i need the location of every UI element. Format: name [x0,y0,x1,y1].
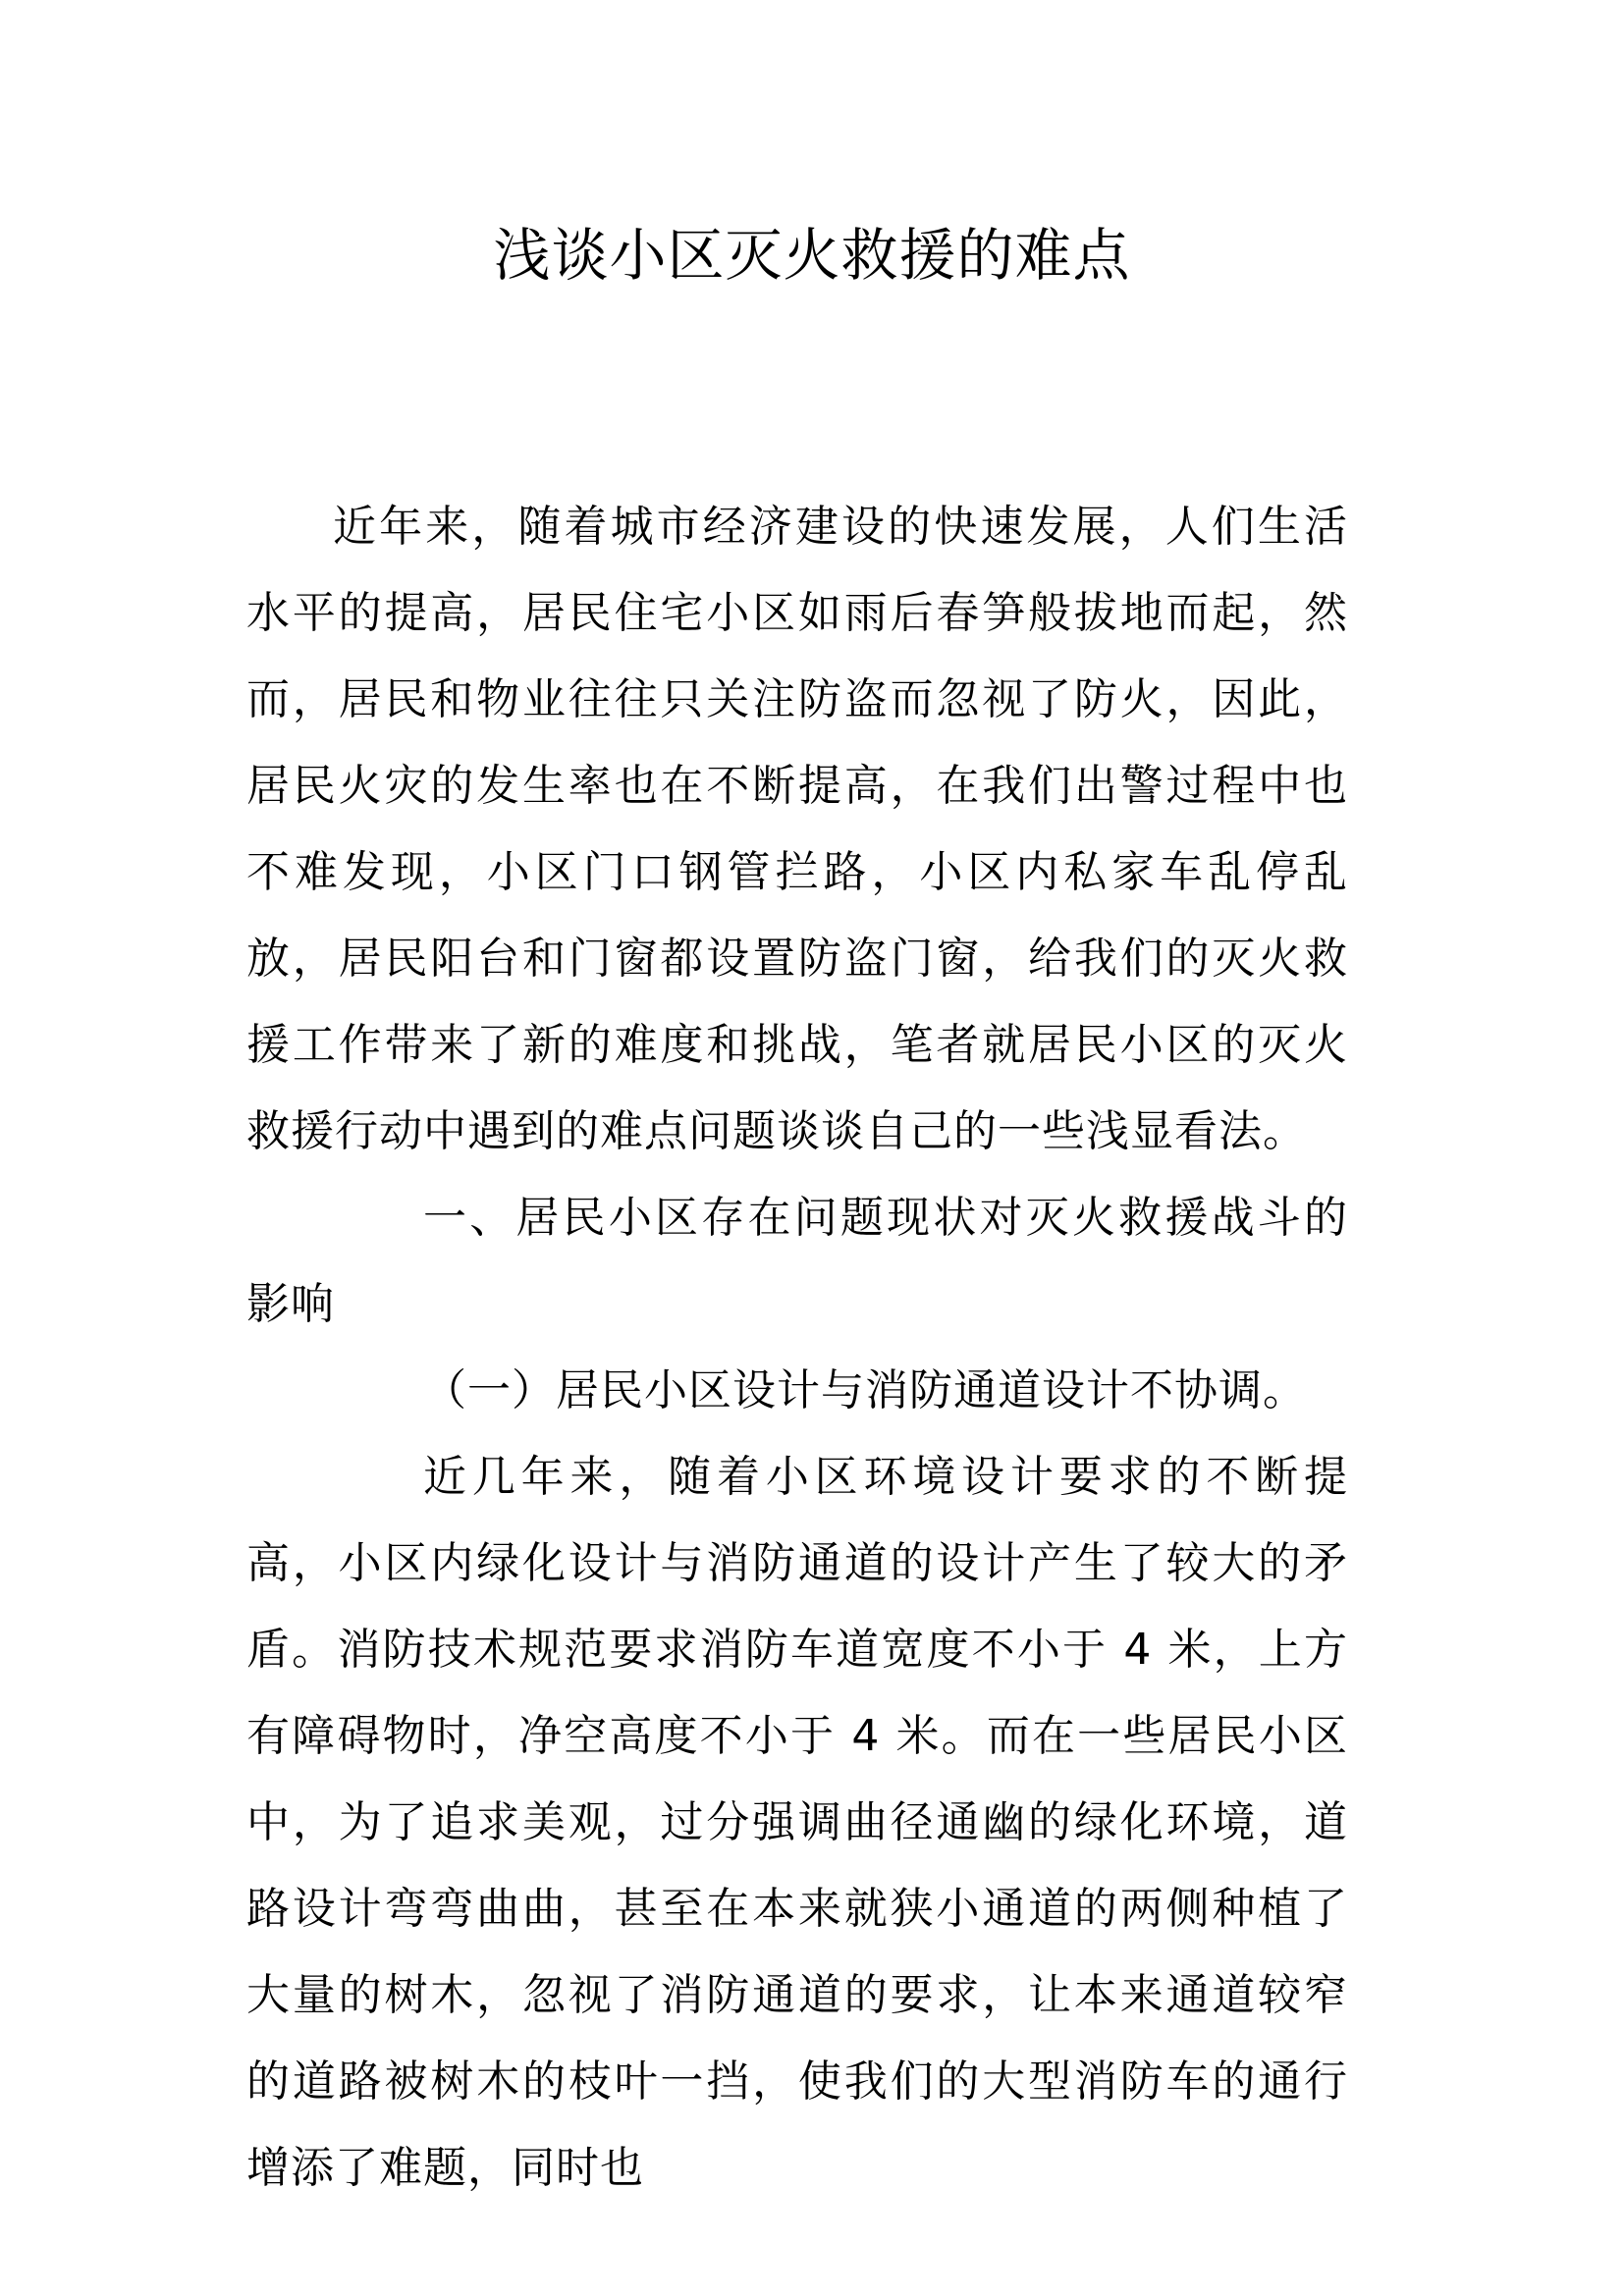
paragraph-intro: 近年来，随着城市经济建设的快速发展，人们生活水平的提高，居民住宅小区如雨后春笋般拔地而起，然而，居民和物业往往只关注防盗而忽视了防火，因此，居民火灾的发生率也在不断提高，在我们出警过程中也不难发现，小区门口钢管拦路，小区内私家车乱停乱放，居民阳台和门窗都设置防盗门窗，给我们的灭火救援工作带来了新的难度和挑战，笔者就居民小区的灭火救援行动中遇到的难点问题谈谈自己的一些浅显看法。 [246,502,1348,1156]
paragraph-body: 近几年来，随着小区环境设计要求的不断提高，小区内绿化设计与消防通道的设计产生了较大的矛盾。消防技术规范要求消防车道宽度不小于 4 米，上方有障碍物时，净空高度不小于 4 米。而在一些居民小区中，为了追求美观，过分强调曲径通幽的绿化环境，道路设计弯弯曲曲，甚至在本来就狭小通道的两侧种植了大量的树木，忽视了消防通道的要求，让本来通道较窄的道路被树木的枝叶一挡，使我们的大型消防车的通行增添了难题，同时也 [246,1452,1348,2193]
document-title: 浅谈小区灭火救援的难点 [493,222,1131,289]
section-heading: 一、居民小区存在问题现状对灭火救援战斗的影响 [246,1193,1348,1329]
document-body [246,484,1348,2212]
subsection-heading: （一）居民小区设计与消防通道设计不协调。 [423,1365,1307,1415]
